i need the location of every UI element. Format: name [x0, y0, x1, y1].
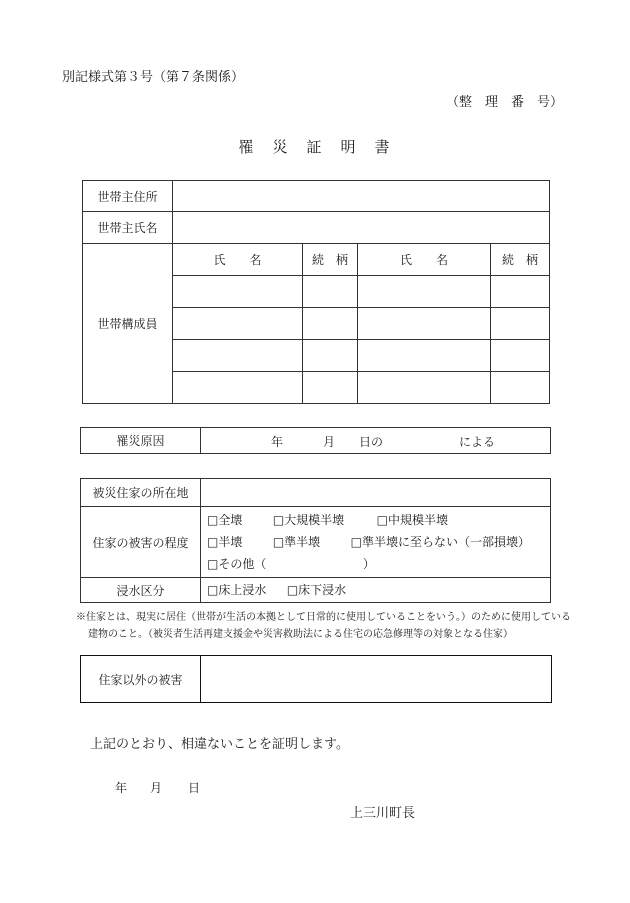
- flood-label: 浸水区分: [81, 578, 201, 603]
- cause-by: による: [459, 435, 496, 449]
- member-relation-cell[interactable]: [491, 340, 550, 372]
- member-relation-cell[interactable]: [303, 340, 358, 372]
- name-field[interactable]: [173, 212, 550, 244]
- checkbox-yukaue[interactable]: □床上浸水: [207, 583, 267, 597]
- note-line-2: 建物のこと。（被災者生活再建支援金や災害救助法による住宅の応急修理等の対象となる住家）: [88, 629, 513, 640]
- flood-options: [201, 578, 551, 603]
- checkbox-junhankai[interactable]: □準半壊: [272, 535, 321, 549]
- degree-options: [201, 507, 551, 578]
- member-name-cell[interactable]: [358, 276, 491, 308]
- member-name-cell[interactable]: [173, 340, 303, 372]
- cause-field[interactable]: [201, 428, 551, 454]
- cause-day-of: 日の: [359, 435, 384, 449]
- checkbox-zenkai[interactable]: □全壊: [207, 513, 243, 527]
- member-relation-cell[interactable]: [303, 372, 358, 404]
- location-field[interactable]: [201, 479, 551, 507]
- checkbox-chukibo[interactable]: □中規模半壊: [376, 513, 448, 527]
- address-field[interactable]: [173, 181, 550, 212]
- note-line-1: ※住家とは、現実に居住（世帯が生活の本拠として日常的に使用していることをいう。）のために使用している: [76, 612, 571, 623]
- col-name-header: 氏 名: [173, 244, 303, 276]
- checkbox-jun-not[interactable]: □準半壊に至らない（一部損壊）: [350, 535, 530, 549]
- seiri-number-label: （整 理 番 号）: [446, 95, 564, 110]
- form-label: 別記様式第３号（第７条関係）: [62, 70, 245, 85]
- page-title: 罹 災 証 明 書: [238, 138, 392, 156]
- member-name-cell[interactable]: [173, 308, 303, 340]
- other-damage-table: [80, 655, 552, 703]
- checkbox-other[interactable]: □その他（: [207, 557, 267, 571]
- member-name-cell[interactable]: [358, 340, 491, 372]
- col-relation-header: 続 柄: [491, 244, 550, 276]
- col-name-header: 氏 名: [358, 244, 491, 276]
- member-relation-cell[interactable]: [491, 308, 550, 340]
- footer-day: 日: [188, 781, 201, 795]
- degree-label: 住家の被害の程度: [81, 507, 201, 578]
- signer: 上三川町長: [350, 806, 416, 821]
- footer-year: 年: [115, 781, 128, 795]
- name-label: 世帯主氏名: [83, 212, 173, 244]
- other-damage-field[interactable]: [201, 656, 552, 703]
- col-relation-header: 続 柄: [303, 244, 358, 276]
- other-damage-label: 住家以外の被害: [81, 656, 201, 703]
- location-label: 被災住家の所在地: [81, 479, 201, 507]
- other-close-paren: ）: [362, 557, 375, 571]
- member-relation-cell[interactable]: [303, 308, 358, 340]
- member-name-cell[interactable]: [358, 372, 491, 404]
- footer-month: 月: [150, 781, 163, 795]
- members-label: 世帯構成員: [83, 244, 173, 404]
- member-relation-cell[interactable]: [303, 276, 358, 308]
- member-name-cell[interactable]: [173, 372, 303, 404]
- cause-label: 罹災原因: [81, 428, 201, 454]
- member-name-cell[interactable]: [358, 308, 491, 340]
- member-relation-cell[interactable]: [491, 372, 550, 404]
- cause-year: 年: [271, 435, 284, 449]
- member-name-cell[interactable]: [173, 276, 303, 308]
- cause-month: 月: [323, 435, 336, 449]
- address-label: 世帯主住所: [83, 181, 173, 212]
- household-table: [82, 180, 550, 404]
- checkbox-daikibo[interactable]: □大規模半壊: [272, 513, 345, 527]
- certify-text: 上記のとおり、相違ないことを証明します。: [90, 737, 349, 752]
- checkbox-yukashita[interactable]: □床下浸水: [286, 583, 347, 597]
- member-relation-cell[interactable]: [491, 276, 550, 308]
- checkbox-hankai[interactable]: □半壊: [207, 535, 243, 549]
- cause-table: [80, 427, 551, 454]
- damage-table: [80, 478, 551, 603]
